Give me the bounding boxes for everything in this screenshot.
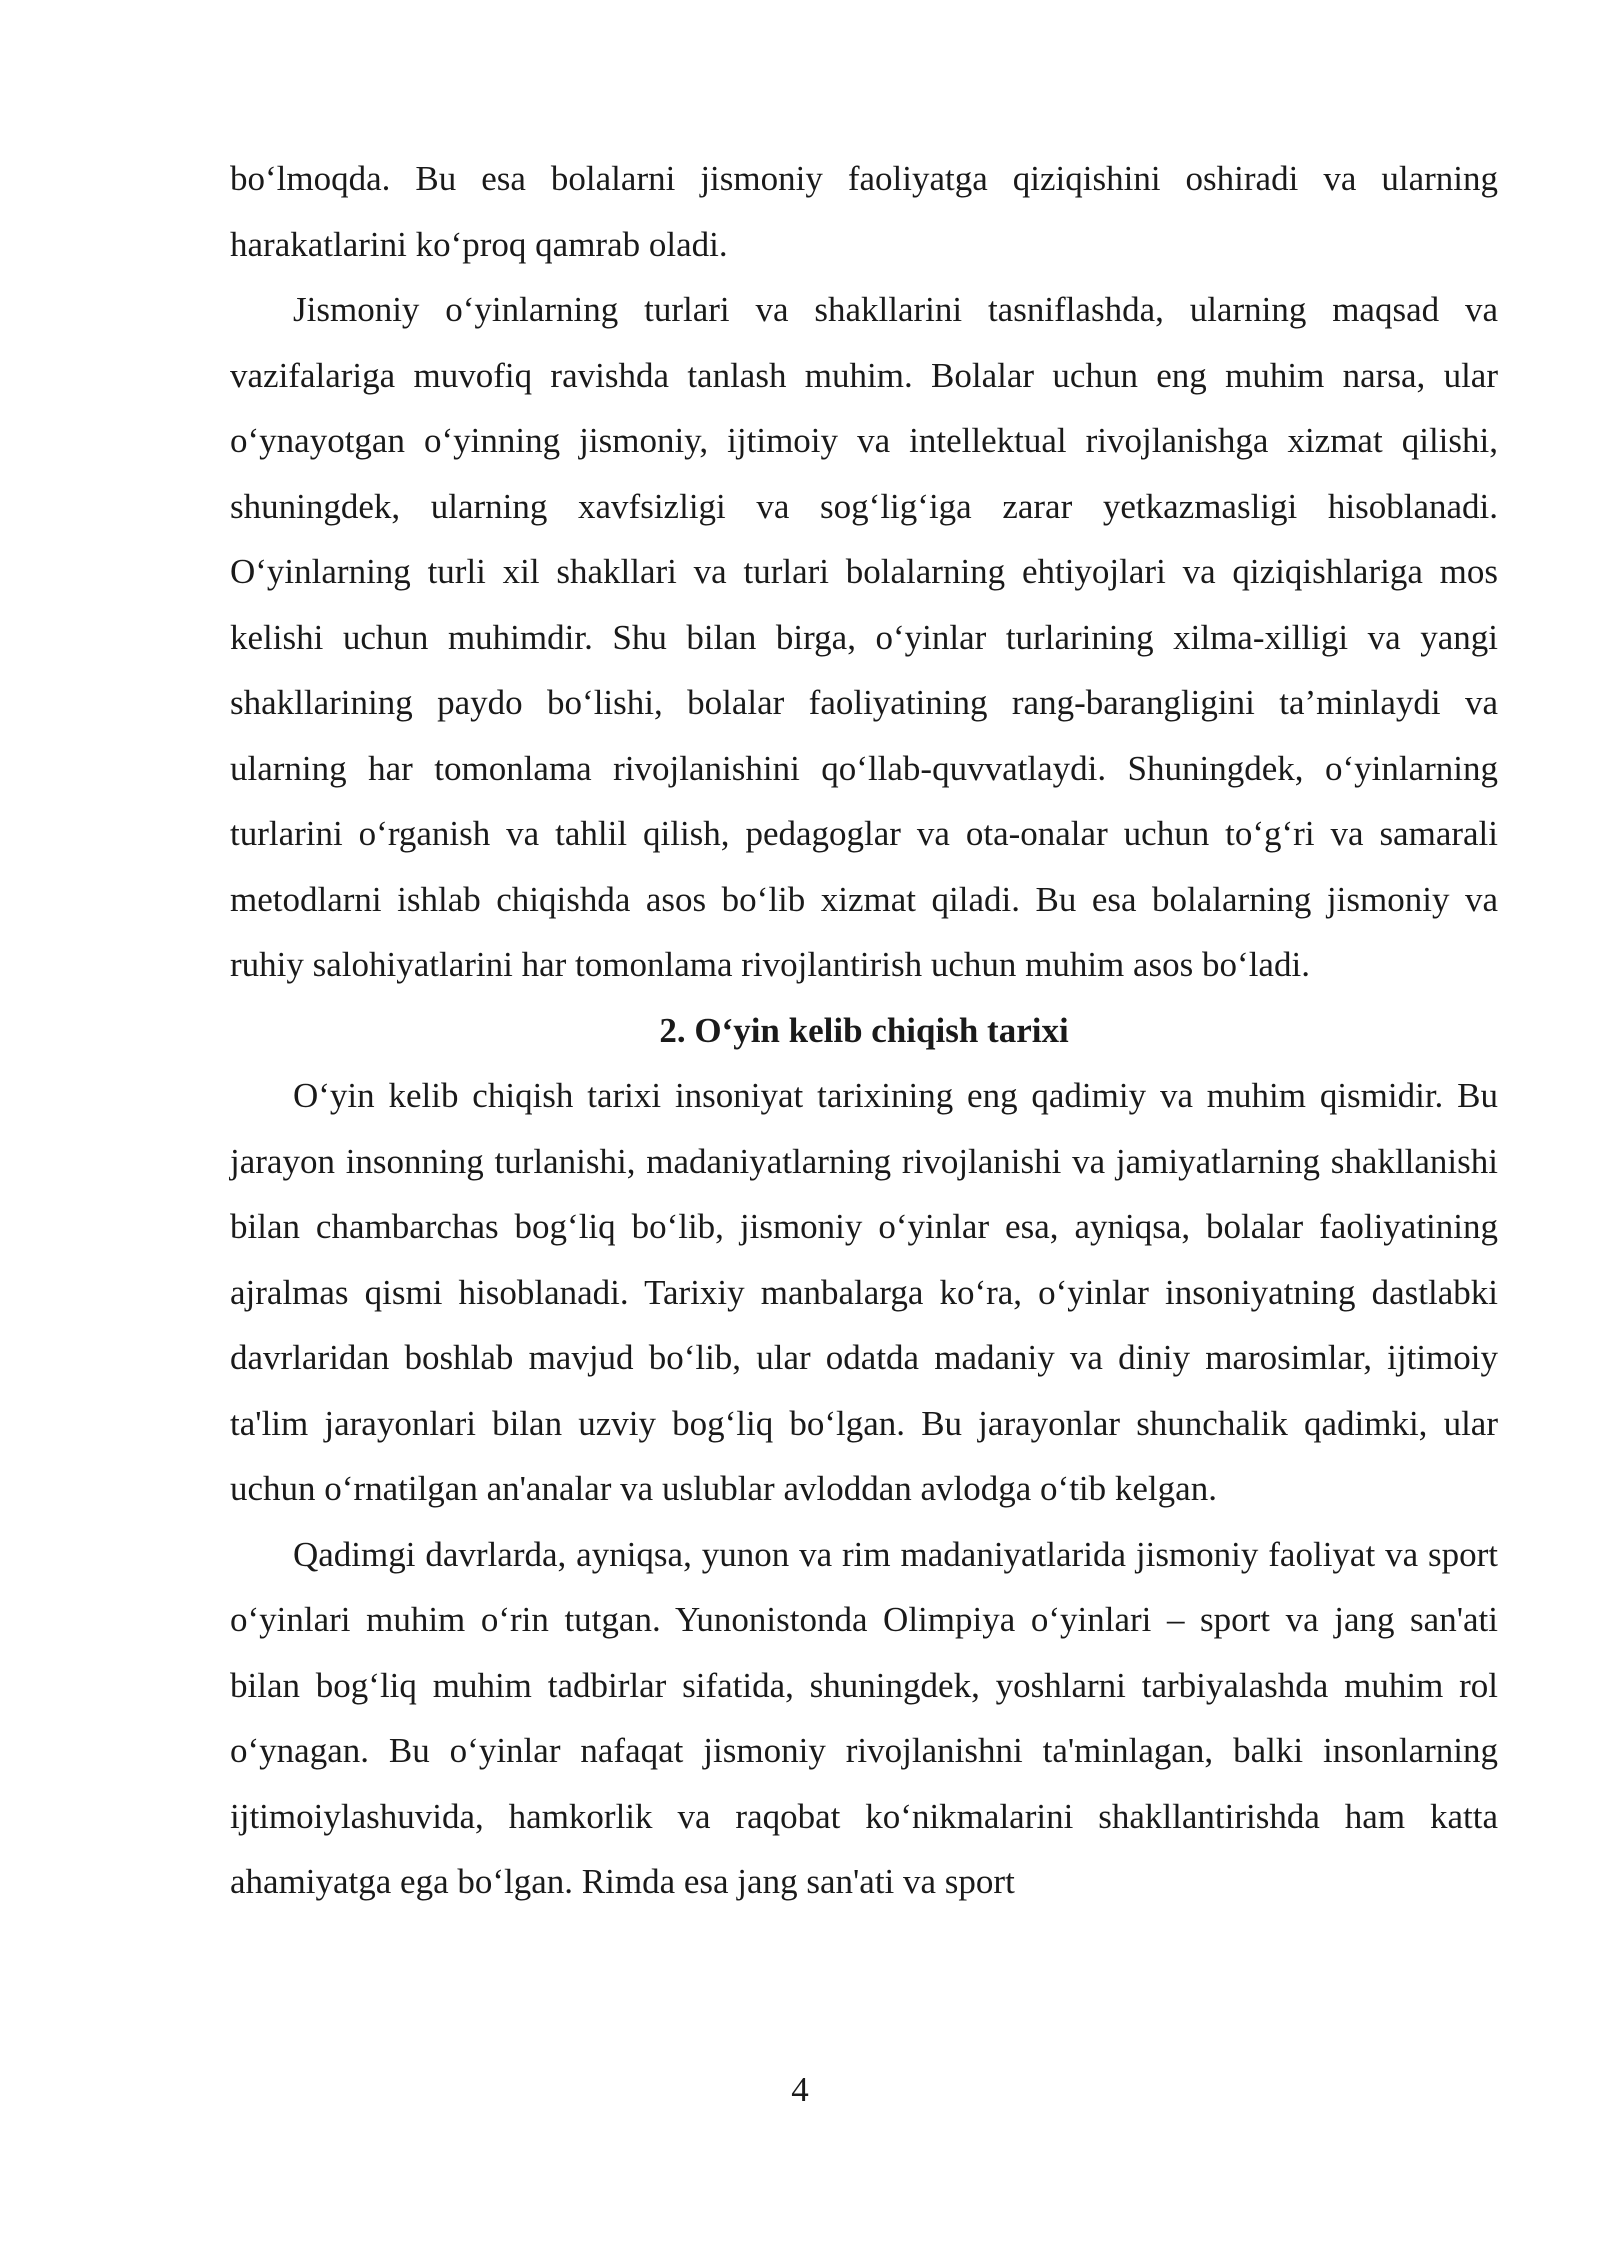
- body-text: [230, 146, 1498, 1915]
- paragraph-game-origin: O‘yin kelib chiqish tarixi insoniyat tarixining eng qadimiy va muhim qismidir. Bu jarayon insonning turlanishi, madaniyatlarning rivojlanishi va jamiyatlarning shakllanishi bilan chambarchas bog‘liq bo‘lib, jismoniy o‘yinlar esa, ayniqsa, bolalar faoliyatining ajralmas qismi hisoblanadi. Tarixiy manbalarga ko‘ra, o‘yinlar insoniyatning dastlabki davrlaridan boshlab mavjud bo‘lib, ular odatda madaniy va diniy marosimlar, ijtimoiy ta'lim jarayonlari bilan uzviy bog‘liq bo‘lgan. Bu jarayonlar shunchalik qadimki, ular uchun o‘rnatilgan an'analar va uslublar avloddan avlodga o‘tib kelgan.: [230, 1076, 1498, 1508]
- page-number: 4: [791, 2070, 809, 2109]
- paragraph-ancient-times: Qadimgi davrlarda, ayniqsa, yunon va rim madaniyatlarida jismoniy faoliyat va sport o‘yinlari muhim o‘rin tutgan. Yunonistonda Olimpiya o‘yinlari – sport va jang san'ati bilan bog‘liq muhim tadbirlar sifatida, shuningdek, yoshlarni tarbiyalashda muhim rol o‘ynagan. Bu o‘yinlar nafaqat jismoniy rivojlanishni ta'minlagan, balki insonlarning ijtimoiylashuvida, hamkorlik va raqobat ko‘nikmalarini shakllantirishda ham katta ahamiyatga ega bo‘lgan. Rimda esa jang san'ati va sport: [230, 1534, 1498, 1901]
- paragraph-game-classification: Jismoniy o‘yinlarning turlari va shakllarini tasniflashda, ularning maqsad va vazifalariga muvofiq ravishda tanlash muhim. Bolalar uchun eng muhim narsa, ular o‘ynayotgan o‘yinning jismoniy, ijtimoiy va intellektual rivojlanishga xizmat qilishi, shuningdek, ularning xavfsizligi va sog‘lig‘iga zarar yetkazmasligi hisoblanadi. O‘yinlarning turli xil shakllari va turlari bolalarning ehtiyojlari va qiziqishlariga mos kelishi uchun muhimdir. Shu bilan birga, o‘yinlar turlarining xilma-xilligi va yangi shakllarining paydo bo‘lishi, bolalar faoliyatining rang-barangligini ta’minlaydi va ularning har tomonlama rivojlanishini qo‘llab-quvvatlaydi. Shuningdek, o‘yinlarning turlarini o‘rganish va tahlil qilish, pedagoglar va ota-onalar uchun to‘g‘ri va samarali metodlarni ishlab chiqishda asos bo‘lib xizmat qiladi. Bu esa bolalarning jismoniy va ruhiy salohiyatlarini har tomonlama rivojlantirish uchun muhim asos bo‘ladi.: [230, 290, 1498, 984]
- section-heading: 2. O‘yin kelib chiqish tarixi: [659, 1010, 1069, 1050]
- paragraph-continued: bo‘lmoqda. Bu esa bolalarni jismoniy faoliyatga qiziqishini oshiradi va ularning harakatlarini ko‘proq qamrab oladi.: [230, 159, 1498, 264]
